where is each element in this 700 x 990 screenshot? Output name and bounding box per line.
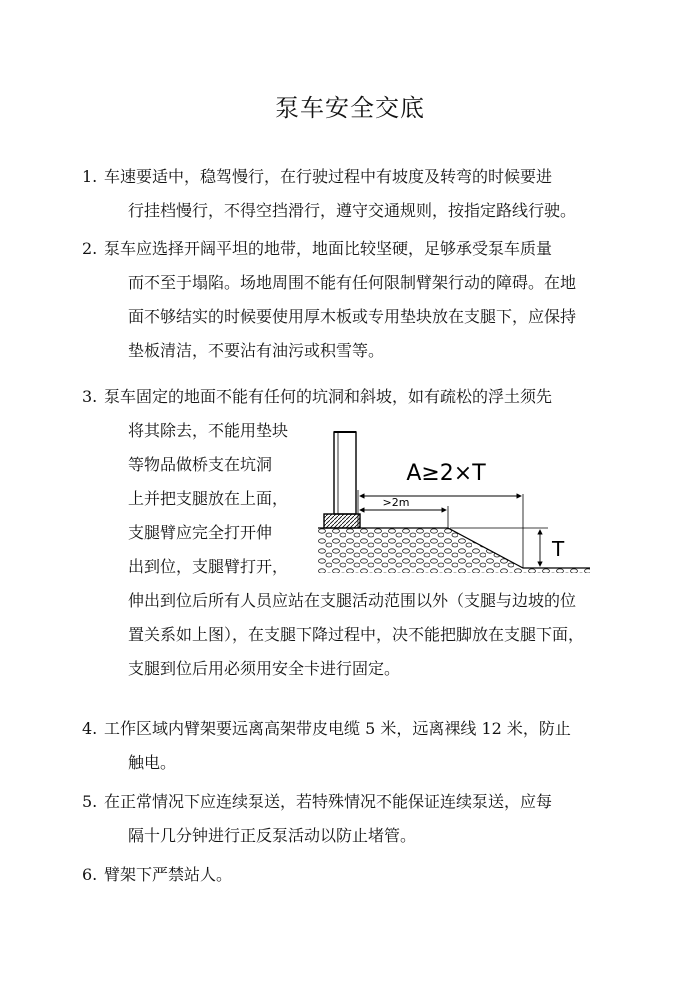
list-item-6 — [82, 858, 604, 892]
page-title: 泵车安全交底 — [275, 94, 425, 122]
list-item-2 — [82, 232, 604, 368]
height-label: T — [552, 537, 565, 561]
item-number: 5. — [82, 792, 98, 811]
list-item-5 — [82, 785, 604, 853]
list-item-4 — [82, 712, 604, 780]
list-item-1 — [82, 160, 604, 228]
text-line: 垫板清洁，不要沾有油污或积雪等。 — [128, 341, 385, 360]
text-line: 泵车应选择开阔平坦的地带，地面比较坚硬，足够承受泵车质量 — [104, 239, 553, 258]
item-number: 4. — [82, 719, 98, 738]
item-number: 3. — [82, 387, 98, 406]
text-line: 等物品做桥支在坑洞 — [128, 455, 273, 474]
text-line: 车速要适中，稳驾慢行，在行驶过程中有坡度及转弯的时候要进 — [104, 167, 553, 186]
dimension-2m-label: >2m — [382, 496, 410, 509]
text-line: 泵车固定的地面不能有任何的坑洞和斜坡，如有疏松的浮土须先 — [104, 387, 553, 406]
text-line: 臂架下严禁站人。 — [104, 865, 233, 884]
item-number: 1. — [82, 167, 98, 186]
outrigger-slope-diagram — [318, 428, 590, 578]
text-line: 面不够结实的时候要使用厚木板或专用垫块放在支腿下，应保持 — [128, 307, 577, 326]
text-line: 支腿臂应完全打开伸 — [128, 523, 273, 542]
support-pad — [324, 514, 360, 528]
text-line: 行挂档慢行，不得空挡滑行，遵守交通规则，按指定路线行驶。 — [128, 201, 577, 220]
text-line: 而不至于塌陷。场地周围不能有任何限制臂架行动的障碍。在地 — [128, 273, 577, 292]
ground-gravel — [318, 528, 590, 573]
text-line: 支腿到位后用必须用安全卡进行固定。 — [128, 659, 401, 678]
outrigger-leg — [334, 432, 356, 514]
text-line: 置关系如上图），在支腿下降过程中，决不能把脚放在支腿下面， — [128, 625, 585, 644]
text-line: 在正常情况下应连续泵送，若特殊情况不能保证连续泵送，应每 — [104, 792, 553, 811]
text-line: 隔十几分钟进行正反泵活动以防止堵管。 — [128, 826, 417, 845]
item-number: 2. — [82, 239, 98, 258]
text-line: 伸出到位后所有人员应站在支腿活动范围以外（支腿与边坡的位 — [128, 591, 577, 610]
text-line: 出到位，支腿臂打开， — [128, 557, 289, 576]
item-number: 6. — [82, 865, 98, 884]
text-line: 上并把支腿放在上面， — [128, 489, 289, 508]
formula-label: A≥2×T — [406, 461, 486, 486]
text-line: 触电。 — [128, 753, 177, 772]
text-line: 工作区域内臂架要远离高架带皮电缆 5 米，远离裸线 12 米，防止 — [104, 719, 571, 738]
text-line: 将其除去，不能用垫块 — [128, 421, 289, 440]
